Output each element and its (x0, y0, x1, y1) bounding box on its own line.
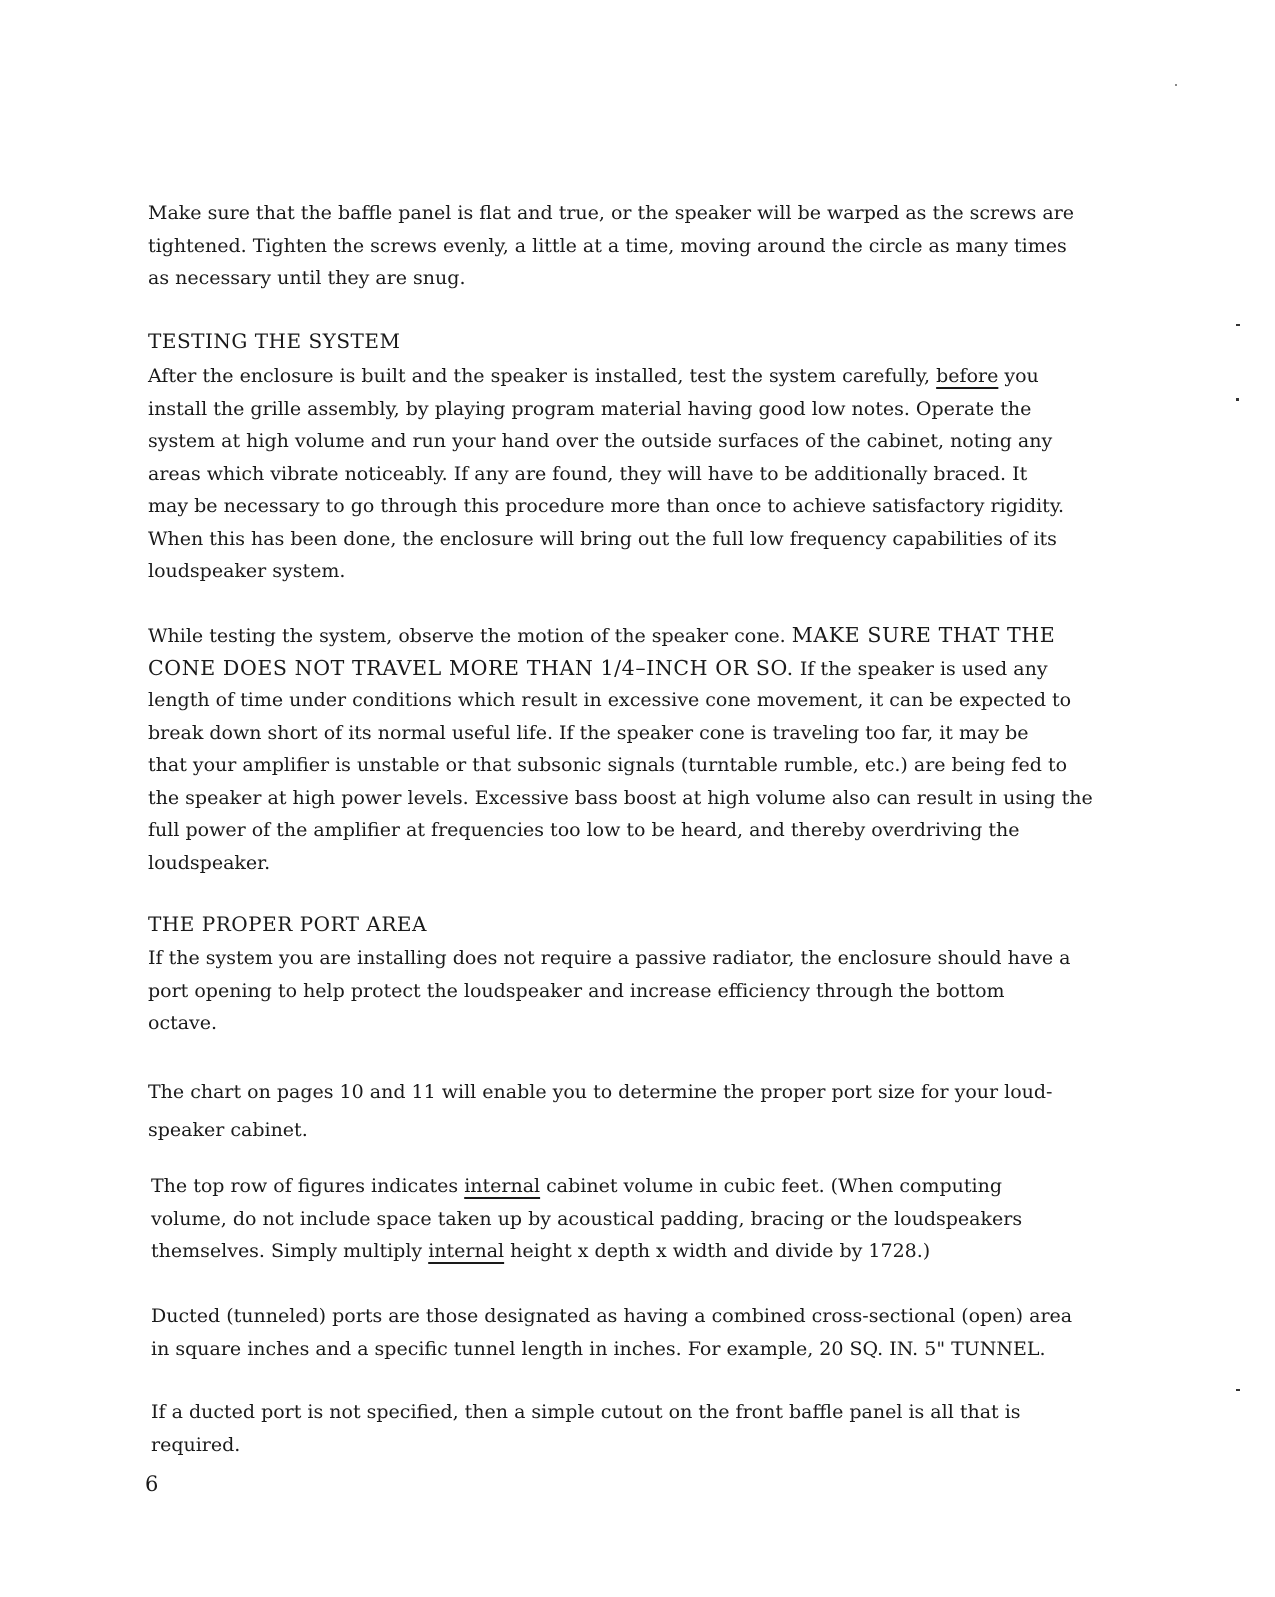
baffle-paragraph (148, 197, 1083, 295)
chart-paragraph (148, 1073, 1083, 1149)
cone-paragraph (148, 619, 1093, 879)
scan-speck (1236, 398, 1239, 401)
warning-caps: CONE DOES NOT TRAVEL MORE THAN 1/4–INCH OR SO. (148, 655, 794, 680)
paragraph-line: required. (151, 1433, 241, 1456)
paragraph-line: system at high volume and run your hand over the outside surfaces of the cabinet, noting any (148, 430, 1053, 452)
cutout-paragraph (151, 1396, 1086, 1461)
paragraph-line: install the grille assembly, by playing program material having good low notes. Operate the (148, 397, 1032, 420)
volume-paragraph (151, 1170, 1086, 1268)
warning-caps: MAKE SURE THAT THE (791, 623, 1056, 647)
paragraph-line: length of time under conditions which result in excessive cone movement, it can be expected to (148, 689, 1072, 711)
testing-paragraph (148, 360, 1083, 588)
paragraph-line: port opening to help protect the loudspeaker and increase efficiency through the bottom (148, 979, 1005, 1002)
paragraph-line: If a ducted port is not specified, then a simple cutout on the front baffle panel is all that is (151, 1401, 1021, 1423)
paragraph-line: break down short of its normal useful life. If the speaker cone is traveling too far, it may be (148, 721, 1029, 744)
paragraph-line: as necessary until they are snug. (148, 267, 466, 289)
paragraph-line: tightened. Tighten the screws evenly, a little at a time, moving around the circle as many times (148, 234, 1067, 257)
paragraph-line: full power of the amplifier at frequencies too low to be heard, and thereby overdriving the (148, 819, 1020, 841)
ducted-paragraph (151, 1300, 1086, 1365)
scan-speck (1175, 84, 1177, 86)
paragraph-line: Ducted (tunneled) ports are those designated as having a combined cross-sectional (open) area (151, 1305, 1073, 1327)
port-paragraph (148, 942, 1083, 1040)
paragraph-line: The chart on pages 10 and 11 will enable you to determine the proper port size for your loud- (148, 1081, 1053, 1103)
paragraph-line: octave. (148, 1012, 218, 1034)
emphasis-before: before (936, 365, 999, 387)
paragraph-line: After the enclosure is built and the speaker is installed, test the system carefully, before you (148, 365, 1039, 387)
paragraph-line: may be necessary to go through this procedure more than once to achieve satisfactory rigidity. (148, 495, 1065, 517)
paragraph-line: Make sure that the baffle panel is flat and true, or the speaker will be warped as the screws are (148, 202, 1075, 224)
paragraph-line: speaker cabinet. (148, 1119, 308, 1141)
paragraph-line: areas which vibrate noticeably. If any are found, they will have to be additionally braced. It (148, 462, 1028, 485)
paragraph-line: If the system you are installing does not require a passive radiator, the enclosure should have a (148, 947, 1071, 969)
paragraph-line: CONE DOES NOT TRAVEL MORE THAN 1/4–INCH OR SO. If the speaker is used any (148, 655, 1048, 680)
paragraph-line: that your amplifier is unstable or that subsonic signals (turntable rumble, etc.) are being fed to (148, 754, 1068, 776)
page-number: 6 (145, 1472, 159, 1496)
paragraph-line: the speaker at high power levels. Excessive bass boost at high volume also can result in using the (148, 786, 1093, 809)
section-heading-port: THE PROPER PORT AREA (148, 912, 427, 936)
paragraph-line: in square inches and a specific tunnel length in inches. For example, 20 SQ. IN. 5" TUNNEL. (151, 1337, 1046, 1360)
paragraph-line: loudspeaker. (148, 851, 271, 874)
emphasis-internal: internal (464, 1175, 541, 1197)
paragraph-line: loudspeaker system. (148, 560, 346, 582)
paragraph-line: While testing the system, observe the motion of the speaker cone. MAKE SURE THAT THE (148, 623, 1056, 647)
paragraph-line: The top row of figures indicates internal cabinet volume in cubic feet. (When computing (151, 1175, 1002, 1197)
scan-speck (1236, 324, 1240, 326)
paragraph-line: themselves. Simply multiply internal height x depth x width and divide by 1728.) (151, 1240, 931, 1262)
section-heading-testing: TESTING THE SYSTEM (148, 329, 401, 353)
emphasis-internal: internal (428, 1240, 505, 1262)
paragraph-line: When this has been done, the enclosure will bring out the full low frequency capabilities of its (148, 527, 1057, 550)
scan-speck (1236, 1389, 1240, 1391)
paragraph-line: volume, do not include space taken up by acoustical padding, bracing or the loudspeakers (151, 1207, 1023, 1230)
